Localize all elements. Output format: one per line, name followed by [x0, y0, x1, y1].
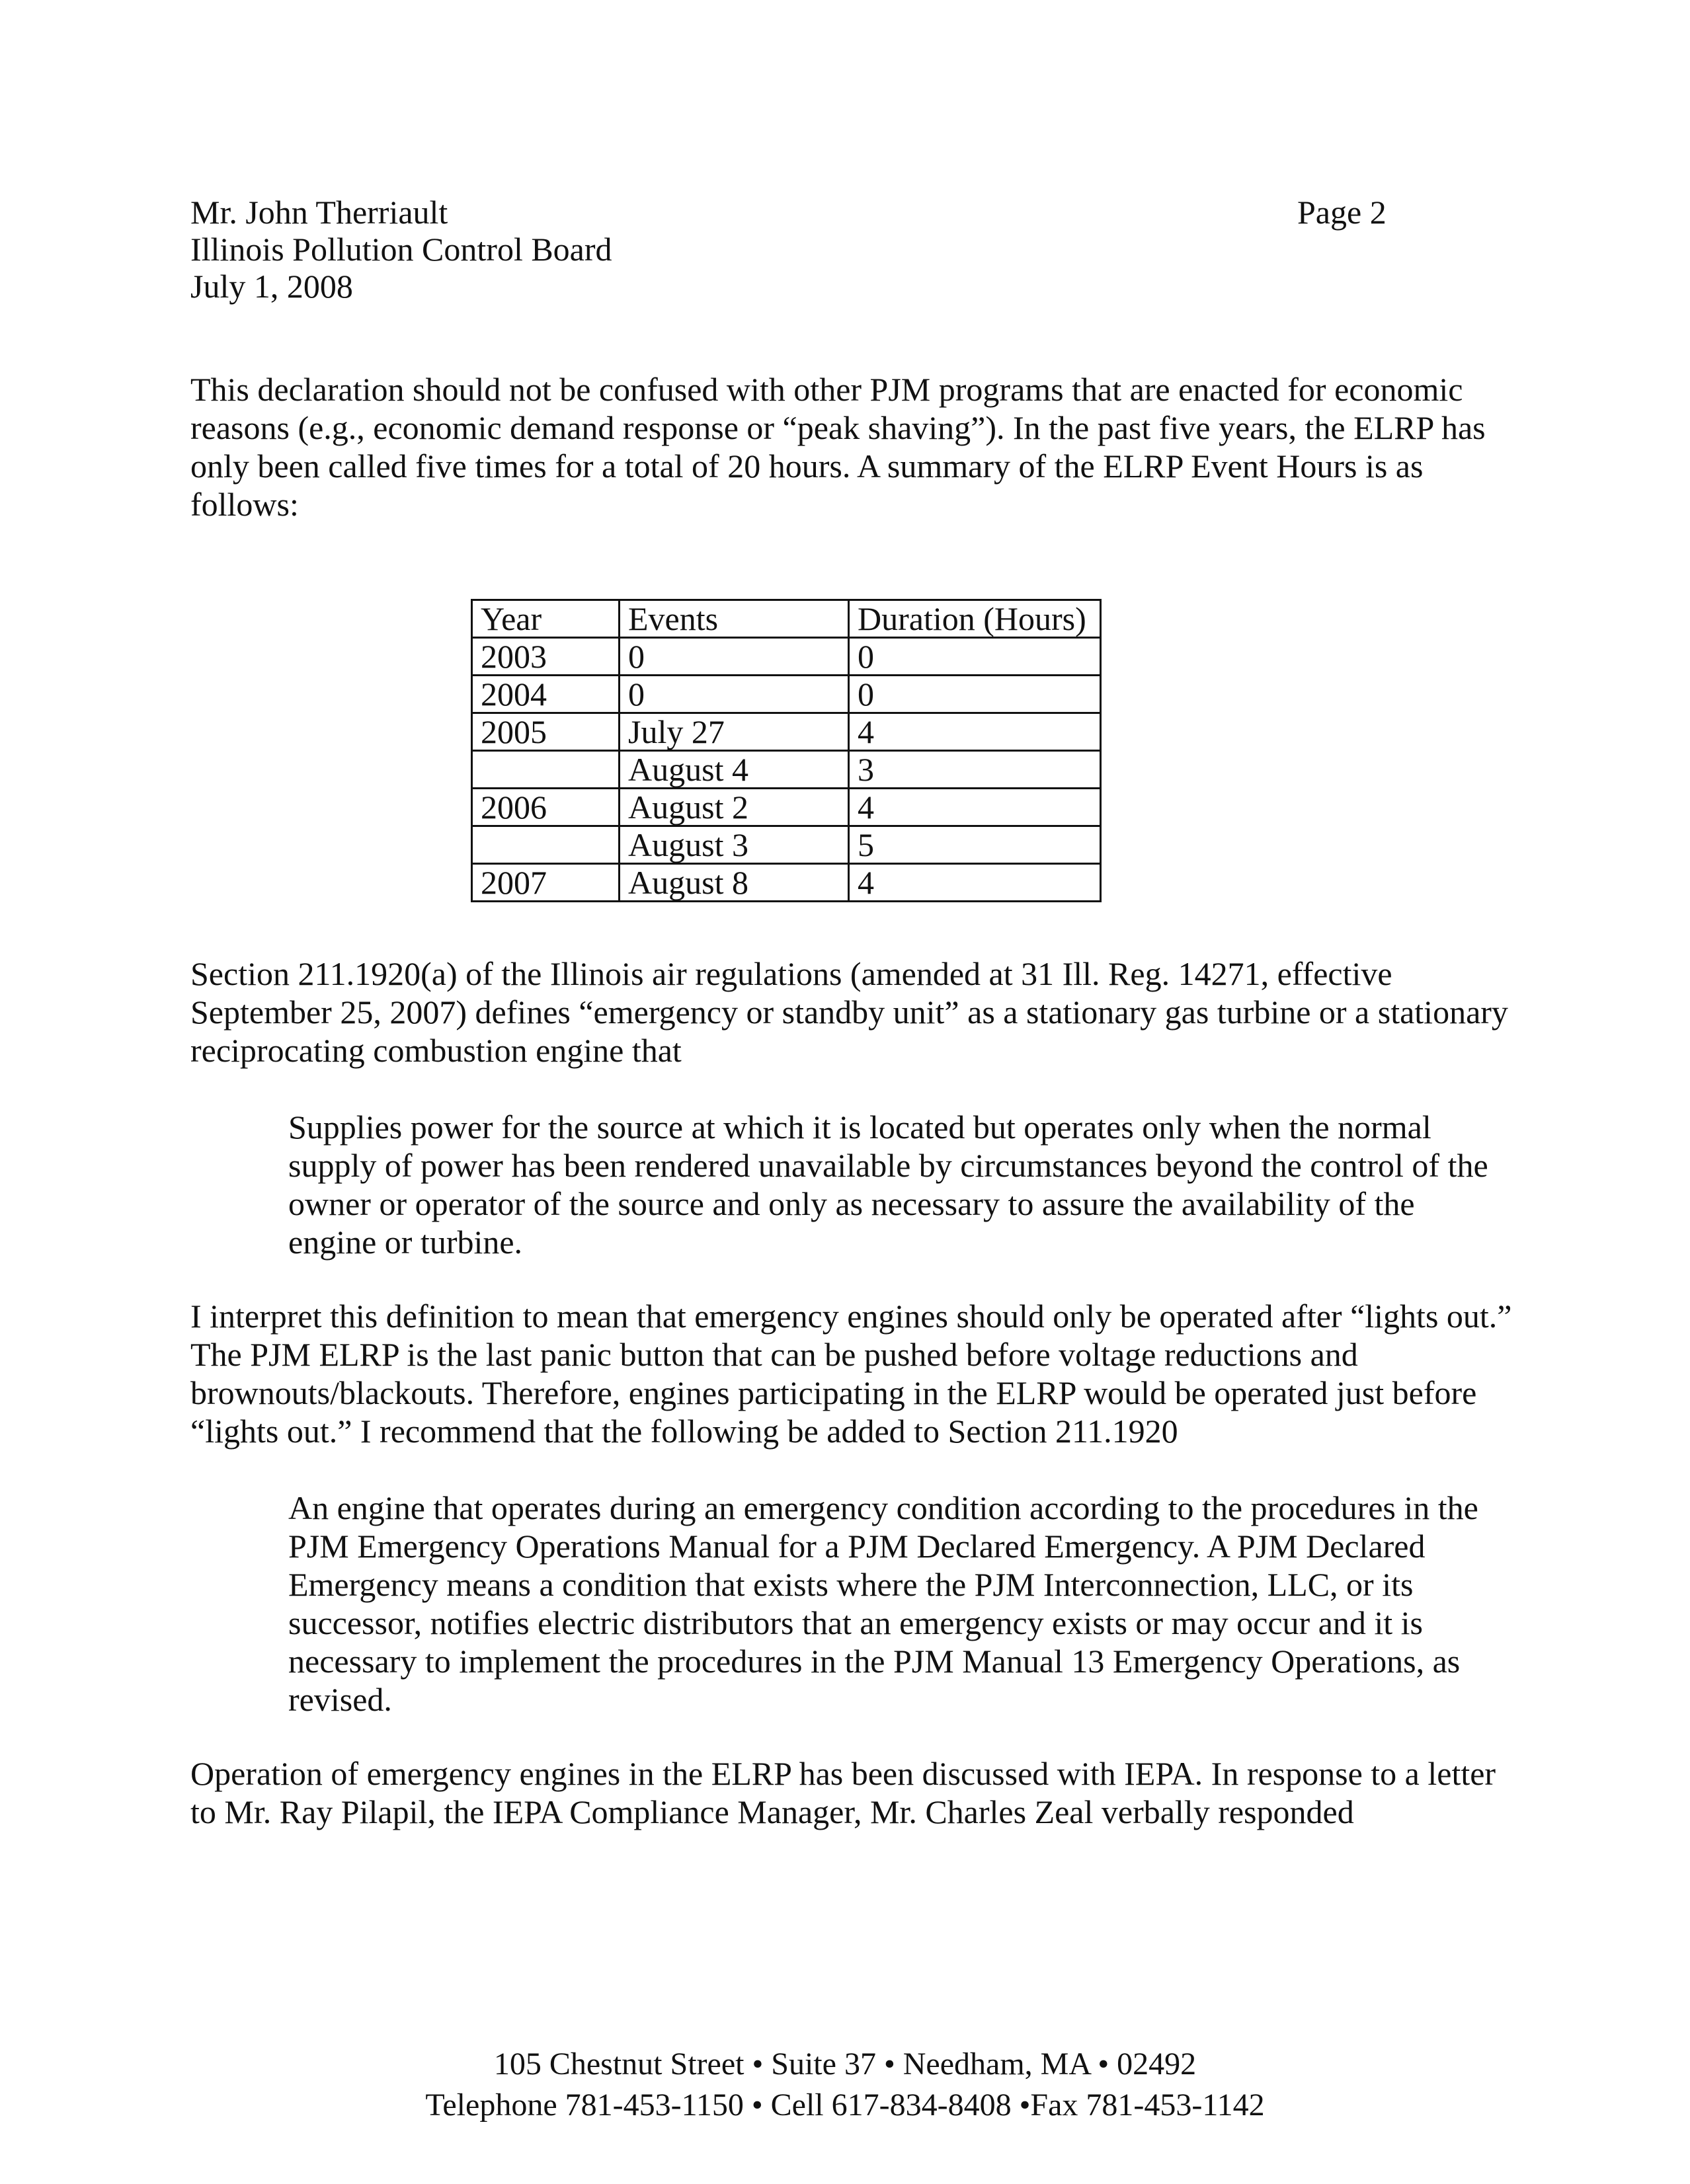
cell-events: 0 — [620, 676, 849, 713]
paragraph-section-definition: Section 211.1920(a) of the Illinois air regulations (amended at 31 Ill. Reg. 14271, effective September 25, 2007) defines “emergency or standby unit” as a stationary gas turbine or a stationary reciprocating combustion engine that — [190, 955, 1508, 1069]
table-row — [472, 676, 1101, 713]
cell-duration: 3 — [849, 751, 1101, 789]
cell-duration: 0 — [849, 638, 1101, 676]
column-header-events: Events — [620, 600, 849, 638]
page-number: Page 2 — [1297, 194, 1387, 231]
cell-events: July 27 — [620, 713, 849, 751]
letter-date: July 1, 2008 — [190, 268, 353, 305]
paragraph-elrp-summary: This declaration should not be confused with other PJM programs that are enacted for economic reasons (e.g., economic demand response or “peak shaving”). In the past five years, the ELRP has only been called five times for a total of 20 hours. A summary of the ELRP Event Hours is as follows: — [190, 371, 1486, 523]
column-header-duration: Duration (Hours) — [849, 600, 1101, 638]
cell-events: August 4 — [620, 751, 849, 789]
cell-events: August 3 — [620, 826, 849, 864]
block-quote-definition: Supplies power for the source at which it is located but operates only when the normal supply of power has been rendered unavailable by circumstances beyond the control of the owner or operator of the source and only as necessary to assure the availability of the engine or turbine. — [288, 1109, 1488, 1261]
recipient-name: Mr. John Therriault — [190, 194, 448, 231]
cell-year: 2006 — [472, 789, 620, 826]
table-row — [472, 751, 1101, 789]
table-header-row — [472, 600, 1101, 638]
block-quote-recommendation: An engine that operates during an emergency condition according to the procedures in the PJM Emergency Operations Manual for a PJM Declared Emergency. A PJM Declared Emergency means a condition that exists where the PJM Interconnection, LLC, or its successor, notifies electric distributors that an emergency exists or may occur and it is necessary to implement the procedures in the PJM Manual 13 Emergency Operations, as revised. — [288, 1489, 1478, 1718]
elrp-event-hours-table — [471, 599, 1102, 902]
table-row — [472, 638, 1101, 676]
cell-events: August 2 — [620, 789, 849, 826]
cell-duration: 4 — [849, 864, 1101, 902]
footer-contact: Telephone 781-453-1150 • Cell 617-834-8408 •Fax 781-453-1142 — [425, 2087, 1265, 2123]
cell-year — [472, 826, 620, 864]
cell-year: 2003 — [472, 638, 620, 676]
cell-year — [472, 751, 620, 789]
column-header-year: Year — [472, 600, 620, 638]
cell-duration: 4 — [849, 713, 1101, 751]
footer-address: 105 Chestnut Street • Suite 37 • Needham, MA • 02492 — [493, 2047, 1197, 2082]
cell-duration: 0 — [849, 676, 1101, 713]
cell-year: 2007 — [472, 864, 620, 902]
table-row — [472, 826, 1101, 864]
table-row — [472, 864, 1101, 902]
recipient-organization: Illinois Pollution Control Board — [190, 231, 612, 268]
cell-events: 0 — [620, 638, 849, 676]
cell-year: 2004 — [472, 676, 620, 713]
cell-duration: 5 — [849, 826, 1101, 864]
cell-year: 2005 — [472, 713, 620, 751]
cell-duration: 4 — [849, 789, 1101, 826]
cell-events: August 8 — [620, 864, 849, 902]
letter-header — [190, 193, 1381, 304]
paragraph-interpretation: I interpret this definition to mean that emergency engines should only be operated after “lights out.” The PJM ELRP is the last panic button that can be pushed before voltage reductions and brownouts/blackouts. Therefore, engines participating in the ELRP would be operated just before “lights out.” I recommend that the following be added to Section 211.1920 — [190, 1298, 1512, 1450]
paragraph-iepa-discussion: Operation of emergency engines in the ELRP has been discussed with IEPA. In response to a letter to Mr. Ray Pilapil, the IEPA Compliance Manager, Mr. Charles Zeal verbally responded — [190, 1755, 1496, 1830]
table-row — [472, 713, 1101, 751]
table-row — [472, 789, 1101, 826]
